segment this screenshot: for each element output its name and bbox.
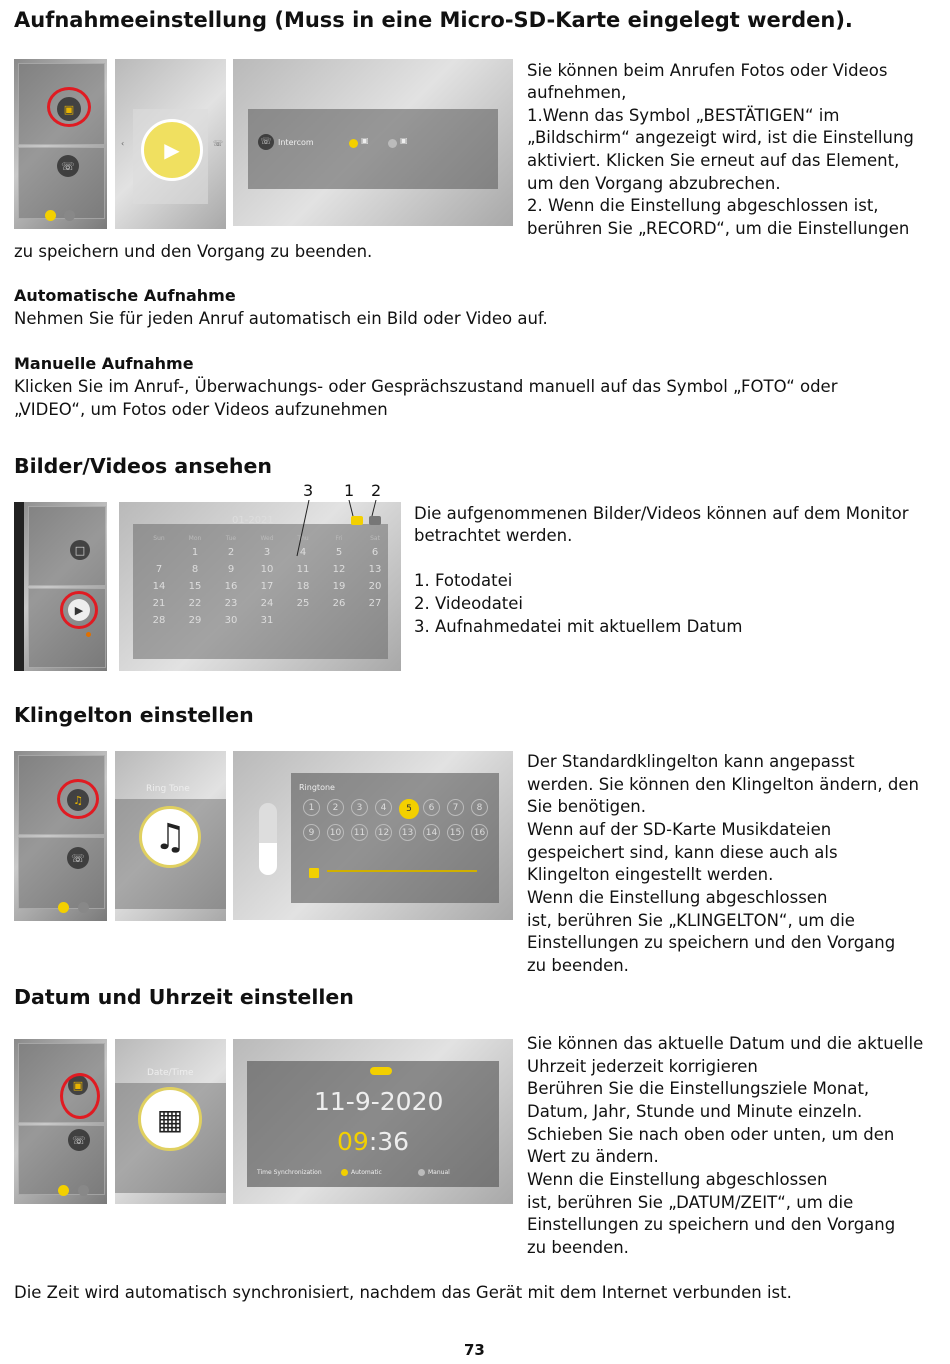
page-title: Aufnahmeeinstellung (Muss in eine Micro-SD-Karte eingelegt werden). <box>14 8 853 32</box>
calendar-day[interactable]: 13 <box>368 564 382 575</box>
play-icon: ▶ <box>68 599 90 621</box>
sync-footer-text: Die Zeit wird automatisch synchronisiert, nachdem das Gerät mit dem Internet verbunden ist. <box>14 1283 792 1302</box>
section4-line-6: Wenn die Einstellung abgeschlossen <box>527 1170 828 1189</box>
view-item-1: 1. Fotodatei <box>414 571 513 590</box>
manual-record-text-1: Klicken Sie im Anruf-, Überwachungs- oder Gesprächszustand manuell auf das Symbol „FOTO“ oder <box>14 377 838 396</box>
ringtone-option[interactable]: 10 <box>327 824 344 841</box>
section1-line-5: um den Vorgang abzubrechen. <box>527 174 781 193</box>
auto-record-heading: Automatische Aufnahme <box>14 286 236 305</box>
ringtone-option[interactable]: 12 <box>375 824 392 841</box>
calendar-weekday: Sun <box>153 534 165 542</box>
manual-record-heading: Manuelle Aufnahme <box>14 354 194 373</box>
view-intro-2: betrachtet werden. <box>414 526 573 545</box>
section4-line-1: Uhrzeit jederzeit korrigieren <box>527 1057 758 1076</box>
highlight-circle-playback <box>60 591 98 629</box>
section1-line-7: berühren Sie „RECORD“, um die Einstellungen <box>527 219 910 238</box>
section1-line-0: Sie können beim Anrufen Fotos oder Videos <box>527 61 888 80</box>
manual-record-text-2: „VIDEO“, um Fotos oder Videos aufzunehmen <box>14 400 388 419</box>
section4-heading: Datum und Uhrzeit einstellen <box>14 985 354 1009</box>
ringtone-option[interactable]: 8 <box>471 799 488 816</box>
section1-line-3: „Bildschirm“ angezeigt wird, ist die Einstellung <box>527 128 914 147</box>
screenshot-datetime-settings <box>233 1039 513 1204</box>
calendar-weekday: Mon <box>188 534 202 542</box>
highlight-circle-datetime <box>60 1073 100 1119</box>
section3-line-7: ist, berühren Sie „KLINGELTON“, um die <box>527 911 855 930</box>
time-value <box>337 1127 409 1156</box>
screenshot-menu-playback: □ ▶ <box>14 502 107 671</box>
section1-line-8: zu speichern und den Vorgang zu beenden. <box>14 242 373 261</box>
section1-line-6: 2. Wenn die Einstellung abgeschlossen ist, <box>527 196 879 215</box>
page-number: 73 <box>464 1341 485 1359</box>
calendar-day[interactable]: 1 <box>191 547 199 558</box>
calendar-day[interactable]: 22 <box>188 598 202 609</box>
ringtone-option[interactable]: 15 <box>447 824 464 841</box>
view-intro-1: Die aufgenommenen Bilder/Videos können auf dem Monitor <box>414 504 909 523</box>
calendar-day[interactable]: 6 <box>371 547 379 558</box>
calendar-day[interactable]: 27 <box>368 598 382 609</box>
calendar-day[interactable]: 18 <box>296 581 310 592</box>
section4-line-5: Wert zu ändern. <box>527 1147 659 1166</box>
calendar-day[interactable]: 20 <box>368 581 382 592</box>
calendar-day[interactable]: 9 <box>227 564 235 575</box>
section3-line-6: Wenn die Einstellung abgeschlossen <box>527 888 828 907</box>
section4-line-3: Datum, Jahr, Stunde und Minute einzeln. <box>527 1102 863 1121</box>
calendar-day[interactable]: 30 <box>224 615 238 626</box>
sync-option-auto: Automatic <box>351 1169 382 1176</box>
callout-lines <box>290 500 390 560</box>
highlight-circle-ringtone <box>57 779 99 819</box>
calendar-day[interactable]: 2 <box>227 547 235 558</box>
calendar-day[interactable]: 24 <box>260 598 274 609</box>
calendar-day <box>321 612 357 629</box>
calendar-day <box>357 612 393 629</box>
calendar-weekday: Thu <box>297 534 309 542</box>
section1-line-4: aktiviert. Klicken Sie erneut auf das Element, <box>527 151 900 170</box>
calendar-day[interactable]: 21 <box>152 598 166 609</box>
calendar-day <box>141 544 177 561</box>
ringtone-option[interactable]: 2 <box>327 799 344 816</box>
section3-line-8: Einstellungen zu speichern und den Vorgang <box>527 933 896 952</box>
section1-line-1: aufnehmen, <box>527 83 627 102</box>
ringtone-option[interactable]: 16 <box>471 824 488 841</box>
sync-label: Time Synchronization <box>257 1169 322 1176</box>
ringtone-panel-label: Ringtone <box>299 783 335 792</box>
callout-3: 3 <box>303 481 314 500</box>
screenshot-record-settings: ☏ Intercom ▣ ▣ <box>233 59 513 226</box>
calendar-day[interactable]: 19 <box>332 581 346 592</box>
calendar-day[interactable]: 12 <box>332 564 346 575</box>
calendar-day <box>285 612 321 629</box>
auto-record-text: Nehmen Sie für jeden Anruf automatisch ein Bild oder Video auf. <box>14 309 548 328</box>
calendar-clock-icon: ▦ <box>138 1087 202 1151</box>
ringtone-option[interactable]: 11 <box>351 824 368 841</box>
ringtone-option[interactable]: 5 <box>399 799 419 819</box>
section3-line-9: zu beenden. <box>527 956 629 975</box>
section3-line-5: Klingelton eingestellt werden. <box>527 865 774 884</box>
section4-line-7: ist, berühren Sie „DATUM/ZEIT“, um die <box>527 1193 854 1212</box>
calendar-day[interactable]: 8 <box>191 564 199 575</box>
highlight-circle <box>47 87 91 127</box>
section3-line-3: Wenn auf der SD-Karte Musikdateien <box>527 820 832 839</box>
datetime-screen-label: Date/Time <box>147 1068 194 1078</box>
screenshot-menu-record <box>14 59 107 229</box>
section3-line-2: Sie benötigen. <box>527 797 647 816</box>
ringtone-option[interactable]: 4 <box>375 799 392 816</box>
screenshot-menu-ringtone: ♫ ☏ <box>14 751 107 921</box>
section1-line-2: 1.Wenn das Symbol „BESTÄTIGEN“ im <box>527 106 840 125</box>
time-minute: :36 <box>368 1127 410 1156</box>
calendar-day[interactable]: 14 <box>152 581 166 592</box>
section3-heading: Klingelton einstellen <box>14 703 254 727</box>
calendar-day[interactable]: 26 <box>332 598 346 609</box>
ringtone-option[interactable]: 13 <box>399 824 416 841</box>
calendar-day[interactable]: 23 <box>224 598 238 609</box>
music-notes-icon: ♫ <box>139 806 201 868</box>
ringtone-option[interactable]: 14 <box>423 824 440 841</box>
calendar-day[interactable]: 3 <box>263 547 271 558</box>
camera-folder-icon: ▣ <box>57 97 81 121</box>
calendar-day[interactable]: 29 <box>188 615 202 626</box>
screenshot-ringtone-settings <box>233 751 513 920</box>
calendar-day[interactable]: 28 <box>152 615 166 626</box>
section4-line-2: Berühren Sie die Einstellungsziele Monat, <box>527 1079 870 1098</box>
view-item-3: 3. Aufnahmedatei mit aktuellem Datum <box>414 617 743 636</box>
screen-label-intercom: Intercom <box>278 138 314 147</box>
ringtone-option[interactable]: 9 <box>303 824 320 841</box>
calendar-day[interactable]: 31 <box>260 615 274 626</box>
calendar-day[interactable]: 5 <box>335 547 343 558</box>
calendar-weekday: Tue <box>225 534 237 542</box>
screenshot-datetime-icon <box>115 1039 226 1204</box>
section3-line-4: gespeichert sind, kann diese auch als <box>527 843 838 862</box>
screenshot-menu-datetime: ▣ ☏ <box>14 1039 107 1204</box>
callout-2: 2 <box>371 481 382 500</box>
calendar-day[interactable]: 15 <box>188 581 202 592</box>
date-value: 11-9-2020 <box>314 1087 444 1116</box>
calendar-day[interactable]: 25 <box>296 598 310 609</box>
section4-line-9: zu beenden. <box>527 1238 629 1257</box>
phone-icon: ☏ <box>57 155 79 177</box>
calendar-month: 01-2021 <box>232 515 274 526</box>
calendar-day[interactable]: 7 <box>155 564 163 575</box>
section2-heading: Bilder/Videos ansehen <box>14 454 273 478</box>
ringtone-screen-label: Ring Tone <box>146 784 190 794</box>
section4-line-0: Sie können das aktuelle Datum und die aktuelle <box>527 1034 924 1053</box>
calendar-day[interactable]: 4 <box>299 547 307 558</box>
calendar-day[interactable]: 11 <box>296 564 310 575</box>
section4-line-8: Einstellungen zu speichern und den Vorgang <box>527 1215 896 1234</box>
calendar-weekday: Fri <box>335 534 343 542</box>
calendar-day[interactable]: 17 <box>260 581 274 592</box>
calendar-day[interactable]: 16 <box>224 581 238 592</box>
callout-1: 1 <box>344 481 355 500</box>
calendar-weekday: Wed <box>260 534 274 542</box>
screenshot-record-icon: ▶ ‹ ☏ <box>115 59 226 229</box>
calendar-weekday: Sat <box>370 534 380 542</box>
ringtone-option[interactable]: 3 <box>351 799 368 816</box>
section3-line-0: Der Standardklingelton kann angepasst <box>527 752 855 771</box>
ringtone-option[interactable]: 7 <box>447 799 464 816</box>
record-icon: ▶ <box>141 119 203 181</box>
ringtone-option[interactable]: 6 <box>423 799 440 816</box>
section4-line-4: Schieben Sie nach oben oder unten, um den <box>527 1125 895 1144</box>
ringtone-option[interactable]: 1 <box>303 799 320 816</box>
calendar-day[interactable]: 10 <box>260 564 274 575</box>
sync-option-manual: Manual <box>428 1169 450 1176</box>
screenshot-ringtone-icon <box>115 751 226 921</box>
time-hour: 09 <box>337 1127 369 1156</box>
section3-line-1: werden. Sie können den Klingelton ändern, den <box>527 775 919 794</box>
view-item-2: 2. Videodatei <box>414 594 524 613</box>
